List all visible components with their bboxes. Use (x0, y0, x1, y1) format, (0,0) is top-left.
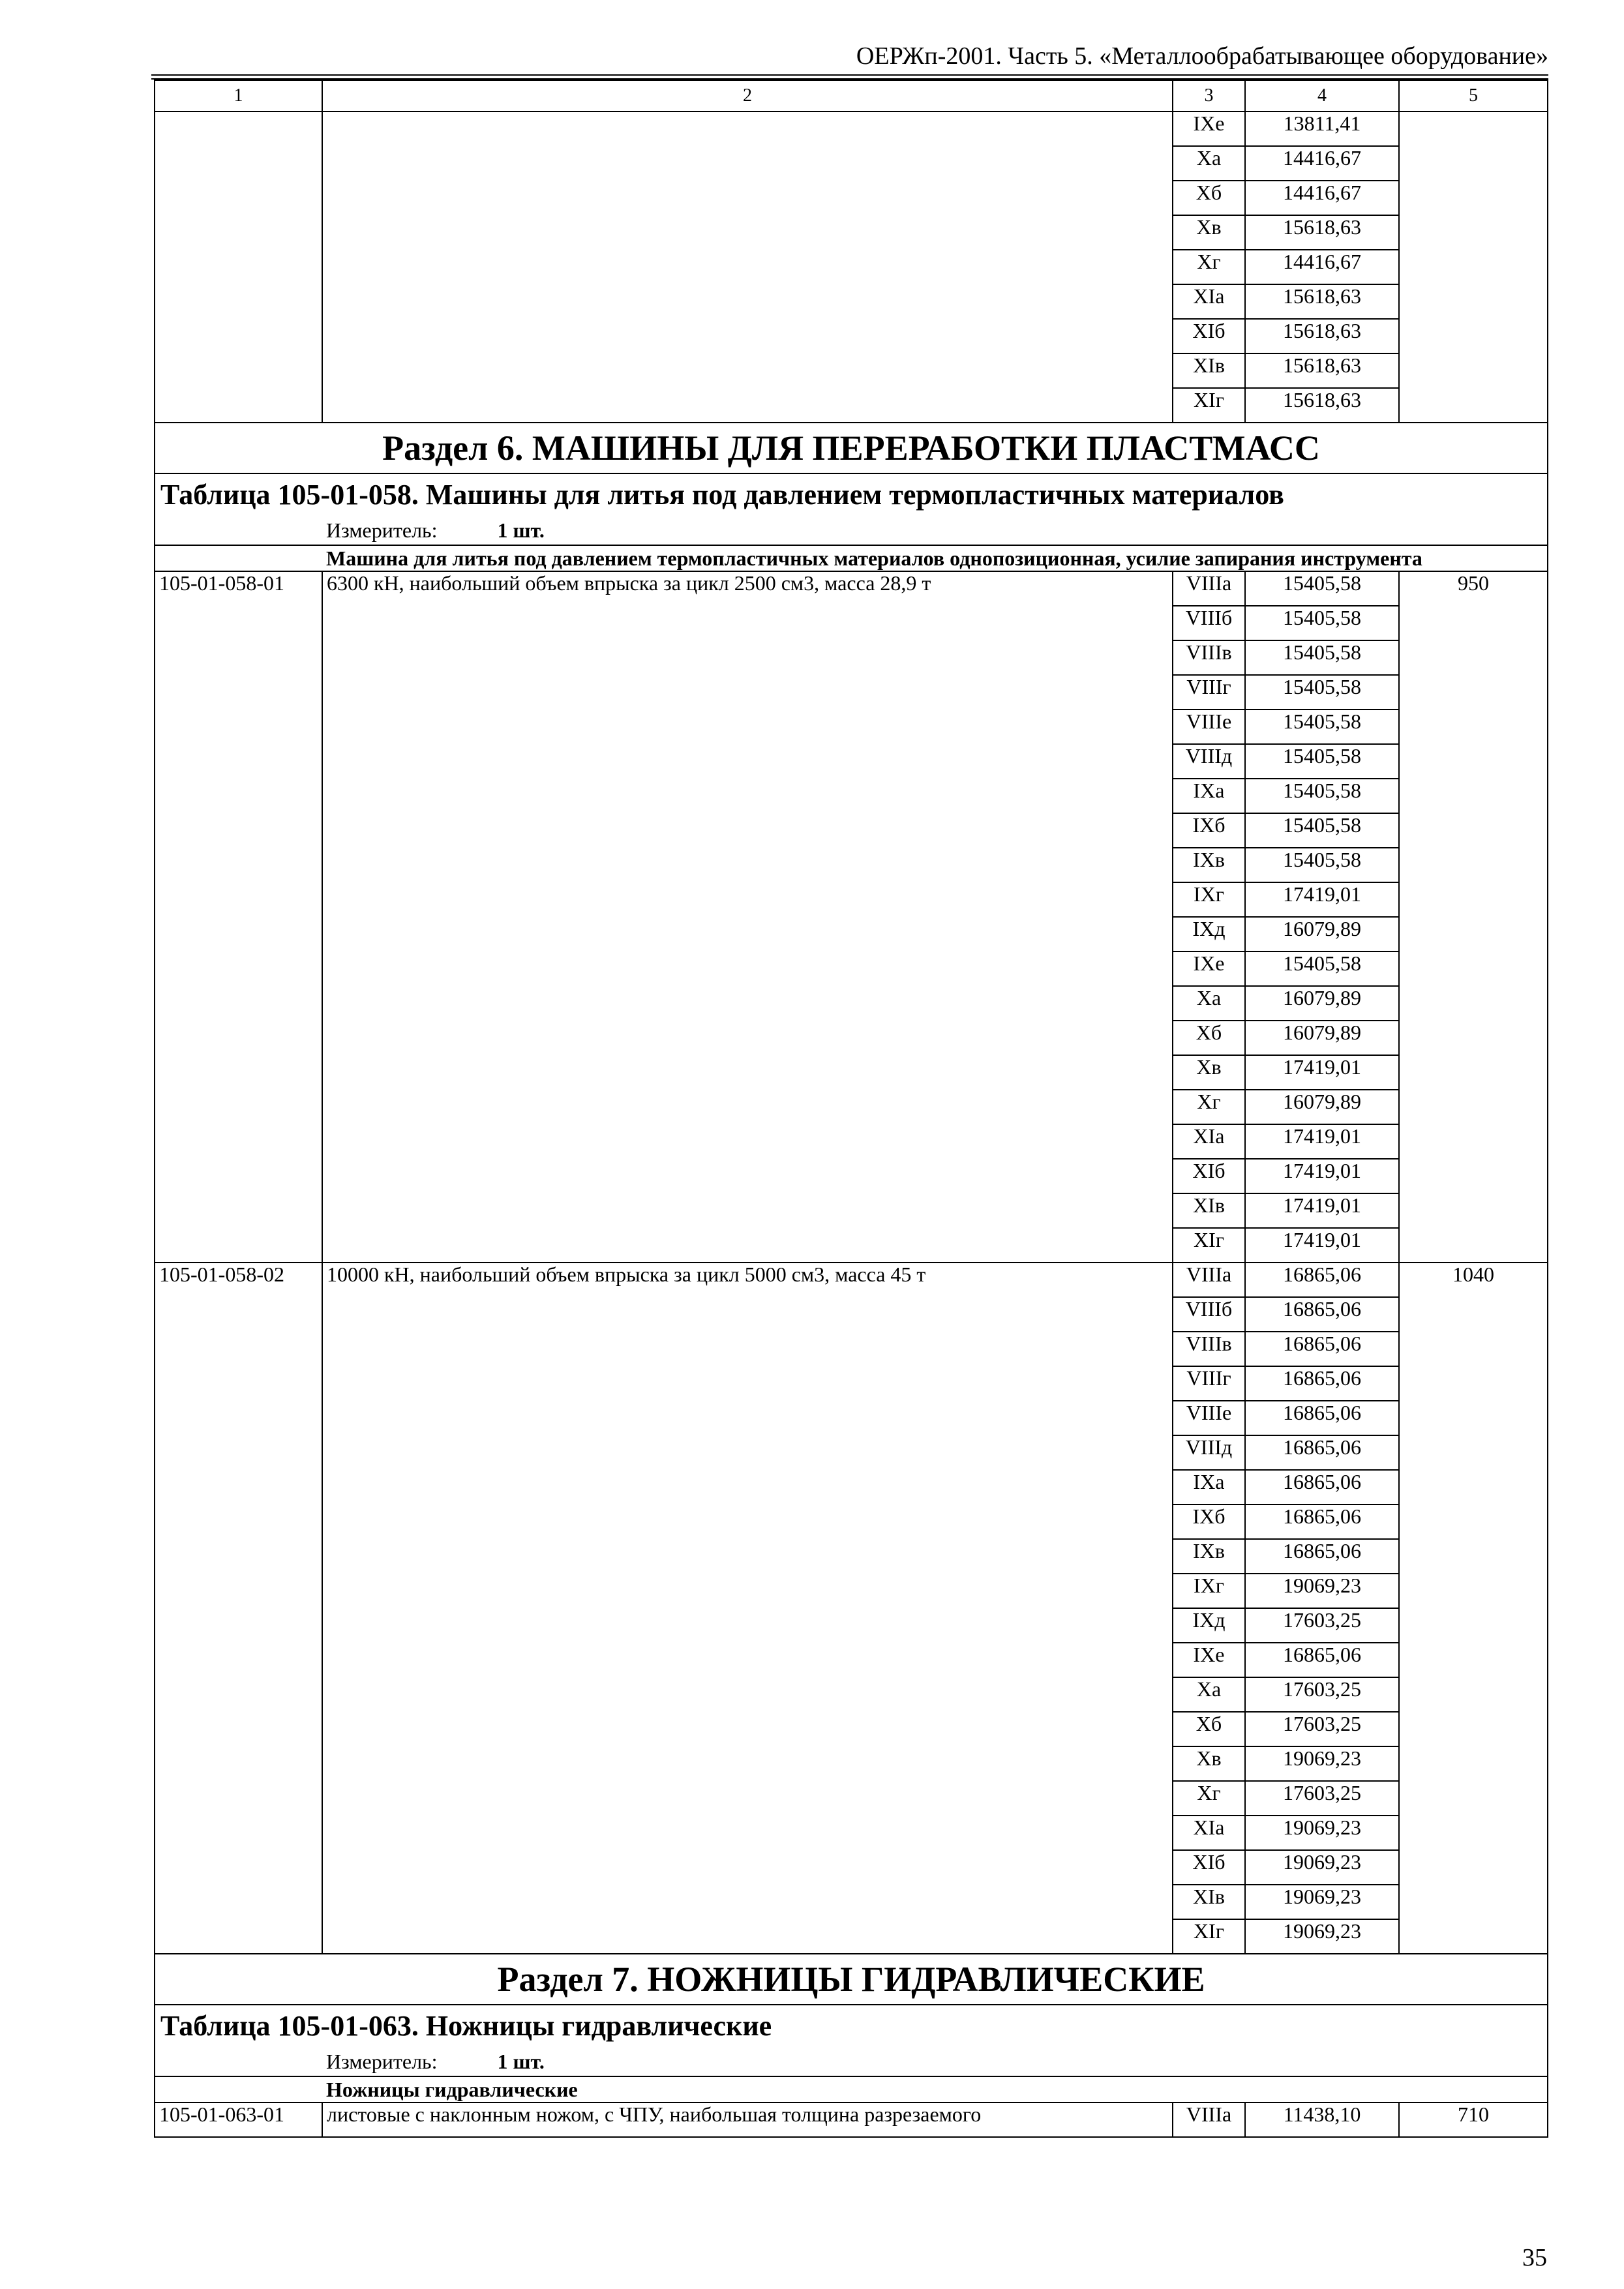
meter-unit: 1 шт. (497, 518, 545, 542)
zone-cell: IXд (1173, 1608, 1245, 1643)
group-spacer (155, 2076, 322, 2102)
zone-cell: XIа (1173, 1816, 1245, 1850)
group-title: Ножницы гидравлические (322, 2076, 1548, 2102)
zone-cell: IXа (1173, 1470, 1245, 1504)
price-cell: 16079,89 (1245, 986, 1399, 1021)
page-number: 35 (1522, 2244, 1547, 2271)
price-cell: 16865,06 (1245, 1332, 1399, 1366)
price-cell: 16865,06 (1245, 1643, 1399, 1677)
price-cell: 16865,06 (1245, 1504, 1399, 1539)
zone-cell: Xг (1173, 250, 1245, 284)
table-title: Таблица 105-01-058. Машины для литья под давлением термопластичных материалов (155, 473, 1548, 516)
zone-cell: VIIIг (1173, 675, 1245, 710)
price-cell: 16865,06 (1245, 1435, 1399, 1470)
group-spacer (155, 545, 322, 571)
price-table (154, 80, 1548, 2138)
column-number-2: 2 (322, 80, 1173, 112)
price-cell: 16865,06 (1245, 1401, 1399, 1435)
zone-cell: VIIIа (1173, 1263, 1245, 1297)
zone-cell: XIг (1173, 388, 1245, 423)
zone-cell: Xв (1173, 1055, 1245, 1090)
zone-cell: XIв (1173, 1193, 1245, 1228)
price-cell: 17603,25 (1245, 1781, 1399, 1816)
price-cell: 14416,67 (1245, 181, 1399, 215)
price-cell: 17603,25 (1245, 1608, 1399, 1643)
meter-row (155, 516, 1548, 545)
section-title-row (155, 423, 1548, 473)
price-cell: 15618,63 (1245, 353, 1399, 388)
zone-cell: XIб (1173, 1159, 1245, 1193)
zone-cell: IXе (1173, 1643, 1245, 1677)
price-cell: 15405,58 (1245, 744, 1399, 779)
table-row (155, 1263, 1548, 1297)
zone-cell: VIIIб (1173, 1297, 1245, 1332)
zone-cell: IXе (1173, 112, 1245, 146)
price-cell: 16865,06 (1245, 1366, 1399, 1401)
item-code: 105-01-058-02 (155, 1263, 322, 1954)
group-row (155, 545, 1548, 571)
zone-cell: XIг (1173, 1228, 1245, 1263)
item-weight: 950 (1399, 571, 1548, 1263)
zone-cell: Xб (1173, 1712, 1245, 1746)
price-cell: 15405,58 (1245, 571, 1399, 606)
column-number-5: 5 (1399, 80, 1548, 112)
price-cell: 17419,01 (1245, 1124, 1399, 1159)
price-cell: 19069,23 (1245, 1746, 1399, 1781)
table-row (155, 112, 1548, 146)
zone-cell: XIа (1173, 1124, 1245, 1159)
section-title-row (155, 1954, 1548, 2005)
zone-cell: XIб (1173, 319, 1245, 353)
zone-cell: VIIIг (1173, 1366, 1245, 1401)
group-title: Машина для литья под давлением термопластичных материалов однопозиционная, усилие запирания инструмента (322, 545, 1548, 571)
price-cell: 15618,63 (1245, 319, 1399, 353)
price-cell: 14416,67 (1245, 250, 1399, 284)
group-row (155, 2076, 1548, 2102)
meter-label: Измеритель: (326, 2050, 438, 2073)
zone-cell: IXв (1173, 848, 1245, 882)
column-numbers-row (155, 80, 1548, 112)
price-cell: 16865,06 (1245, 1470, 1399, 1504)
price-cell: 15405,58 (1245, 710, 1399, 744)
zone-cell: IXг (1173, 1574, 1245, 1608)
zone-cell: Xг (1173, 1781, 1245, 1816)
item-description (322, 112, 1173, 423)
item-weight: 1040 (1399, 1263, 1548, 1954)
zone-cell: VIIIб (1173, 606, 1245, 640)
price-cell: 19069,23 (1245, 1574, 1399, 1608)
price-cell: 17419,01 (1245, 882, 1399, 917)
header-rule (151, 74, 1548, 76)
zone-cell: IXа (1173, 779, 1245, 813)
zone-cell: IXб (1173, 813, 1245, 848)
price-cell: 15405,58 (1245, 675, 1399, 710)
zone-cell: IXб (1173, 1504, 1245, 1539)
price-cell: 15405,58 (1245, 640, 1399, 675)
zone-cell: XIг (1173, 1919, 1245, 1954)
zone-cell: XIв (1173, 1885, 1245, 1919)
item-description: 10000 кН, наибольший объем впрыска за цикл 5000 см3, масса 45 т (322, 1263, 1173, 1954)
price-cell: 16079,89 (1245, 1090, 1399, 1124)
price-cell: 15405,58 (1245, 848, 1399, 882)
zone-cell: Xа (1173, 1677, 1245, 1712)
price-cell: 19069,23 (1245, 1885, 1399, 1919)
price-cell: 14416,67 (1245, 146, 1399, 181)
meter-label: Измеритель: (326, 518, 438, 542)
table-title-row (155, 473, 1548, 516)
price-cell: 17419,01 (1245, 1228, 1399, 1263)
price-cell: 15618,63 (1245, 215, 1399, 250)
price-cell: 16079,89 (1245, 1021, 1399, 1055)
table-title: Таблица 105-01-063. Ножницы гидравлические (155, 2005, 1548, 2047)
price-cell: 17603,25 (1245, 1677, 1399, 1712)
zone-cell: VIIIа (1173, 2102, 1245, 2137)
zone-cell: Xб (1173, 1021, 1245, 1055)
item-description: 6300 кН, наибольший объем впрыска за цикл 2500 см3, масса 28,9 т (322, 571, 1173, 1263)
zone-cell: VIIIв (1173, 1332, 1245, 1366)
zone-cell: IXг (1173, 882, 1245, 917)
price-cell: 17603,25 (1245, 1712, 1399, 1746)
meter-cell (155, 2047, 1548, 2076)
zone-cell: VIIIв (1173, 640, 1245, 675)
item-code: 105-01-058-01 (155, 571, 322, 1263)
price-cell: 17419,01 (1245, 1193, 1399, 1228)
column-number-4: 4 (1245, 80, 1399, 112)
price-cell: 16865,06 (1245, 1539, 1399, 1574)
price-cell: 15405,58 (1245, 951, 1399, 986)
zone-cell: Xа (1173, 986, 1245, 1021)
meter-row (155, 2047, 1548, 2076)
price-cell: 15405,58 (1245, 813, 1399, 848)
zone-cell: VIIIа (1173, 571, 1245, 606)
table-title-row (155, 2005, 1548, 2047)
zone-cell: IXв (1173, 1539, 1245, 1574)
item-code (155, 112, 322, 423)
zone-cell: XIв (1173, 353, 1245, 388)
price-cell: 16079,89 (1245, 917, 1399, 951)
zone-cell: VIIIе (1173, 1401, 1245, 1435)
price-cell: 17419,01 (1245, 1055, 1399, 1090)
column-number-3: 3 (1173, 80, 1245, 112)
price-cell: 13811,41 (1245, 112, 1399, 146)
price-cell: 11438,10 (1245, 2102, 1399, 2137)
zone-cell: XIа (1173, 284, 1245, 319)
price-cell: 16865,06 (1245, 1297, 1399, 1332)
price-cell: 19069,23 (1245, 1816, 1399, 1850)
price-cell: 15618,63 (1245, 284, 1399, 319)
zone-cell: Xб (1173, 181, 1245, 215)
zone-cell: XIб (1173, 1850, 1245, 1885)
column-number-1: 1 (155, 80, 322, 112)
table-row (155, 2102, 1548, 2137)
zone-cell: Xв (1173, 215, 1245, 250)
zone-cell: VIIIе (1173, 710, 1245, 744)
section-title: Раздел 7. НОЖНИЦЫ ГИДРАВЛИЧЕСКИЕ (155, 1954, 1548, 2005)
price-cell: 17419,01 (1245, 1159, 1399, 1193)
price-cell: 15405,58 (1245, 779, 1399, 813)
zone-cell: Xа (1173, 146, 1245, 181)
item-code: 105-01-063-01 (155, 2102, 322, 2137)
zone-cell: Xв (1173, 1746, 1245, 1781)
price-cell: 15618,63 (1245, 388, 1399, 423)
zone-cell: Xг (1173, 1090, 1245, 1124)
price-cell: 19069,23 (1245, 1850, 1399, 1885)
item-weight: 710 (1399, 2102, 1548, 2137)
zone-cell: IXд (1173, 917, 1245, 951)
price-cell: 16865,06 (1245, 1263, 1399, 1297)
page-header: ОЕРЖп-2001. Часть 5. «Металлообрабатывающее оборудование» (856, 42, 1548, 70)
price-cell: 15405,58 (1245, 606, 1399, 640)
meter-unit: 1 шт. (497, 2050, 545, 2073)
item-weight (1399, 112, 1548, 423)
item-description: листовые с наклонным ножом, с ЧПУ, наибольшая толщина разрезаемого (322, 2102, 1173, 2137)
table-row (155, 571, 1548, 606)
meter-cell (155, 516, 1548, 545)
zone-cell: IXе (1173, 951, 1245, 986)
zone-cell: VIIIд (1173, 1435, 1245, 1470)
zone-cell: VIIIд (1173, 744, 1245, 779)
price-cell: 19069,23 (1245, 1919, 1399, 1954)
section-title: Раздел 6. МАШИНЫ ДЛЯ ПЕРЕРАБОТКИ ПЛАСТМАСС (155, 423, 1548, 473)
